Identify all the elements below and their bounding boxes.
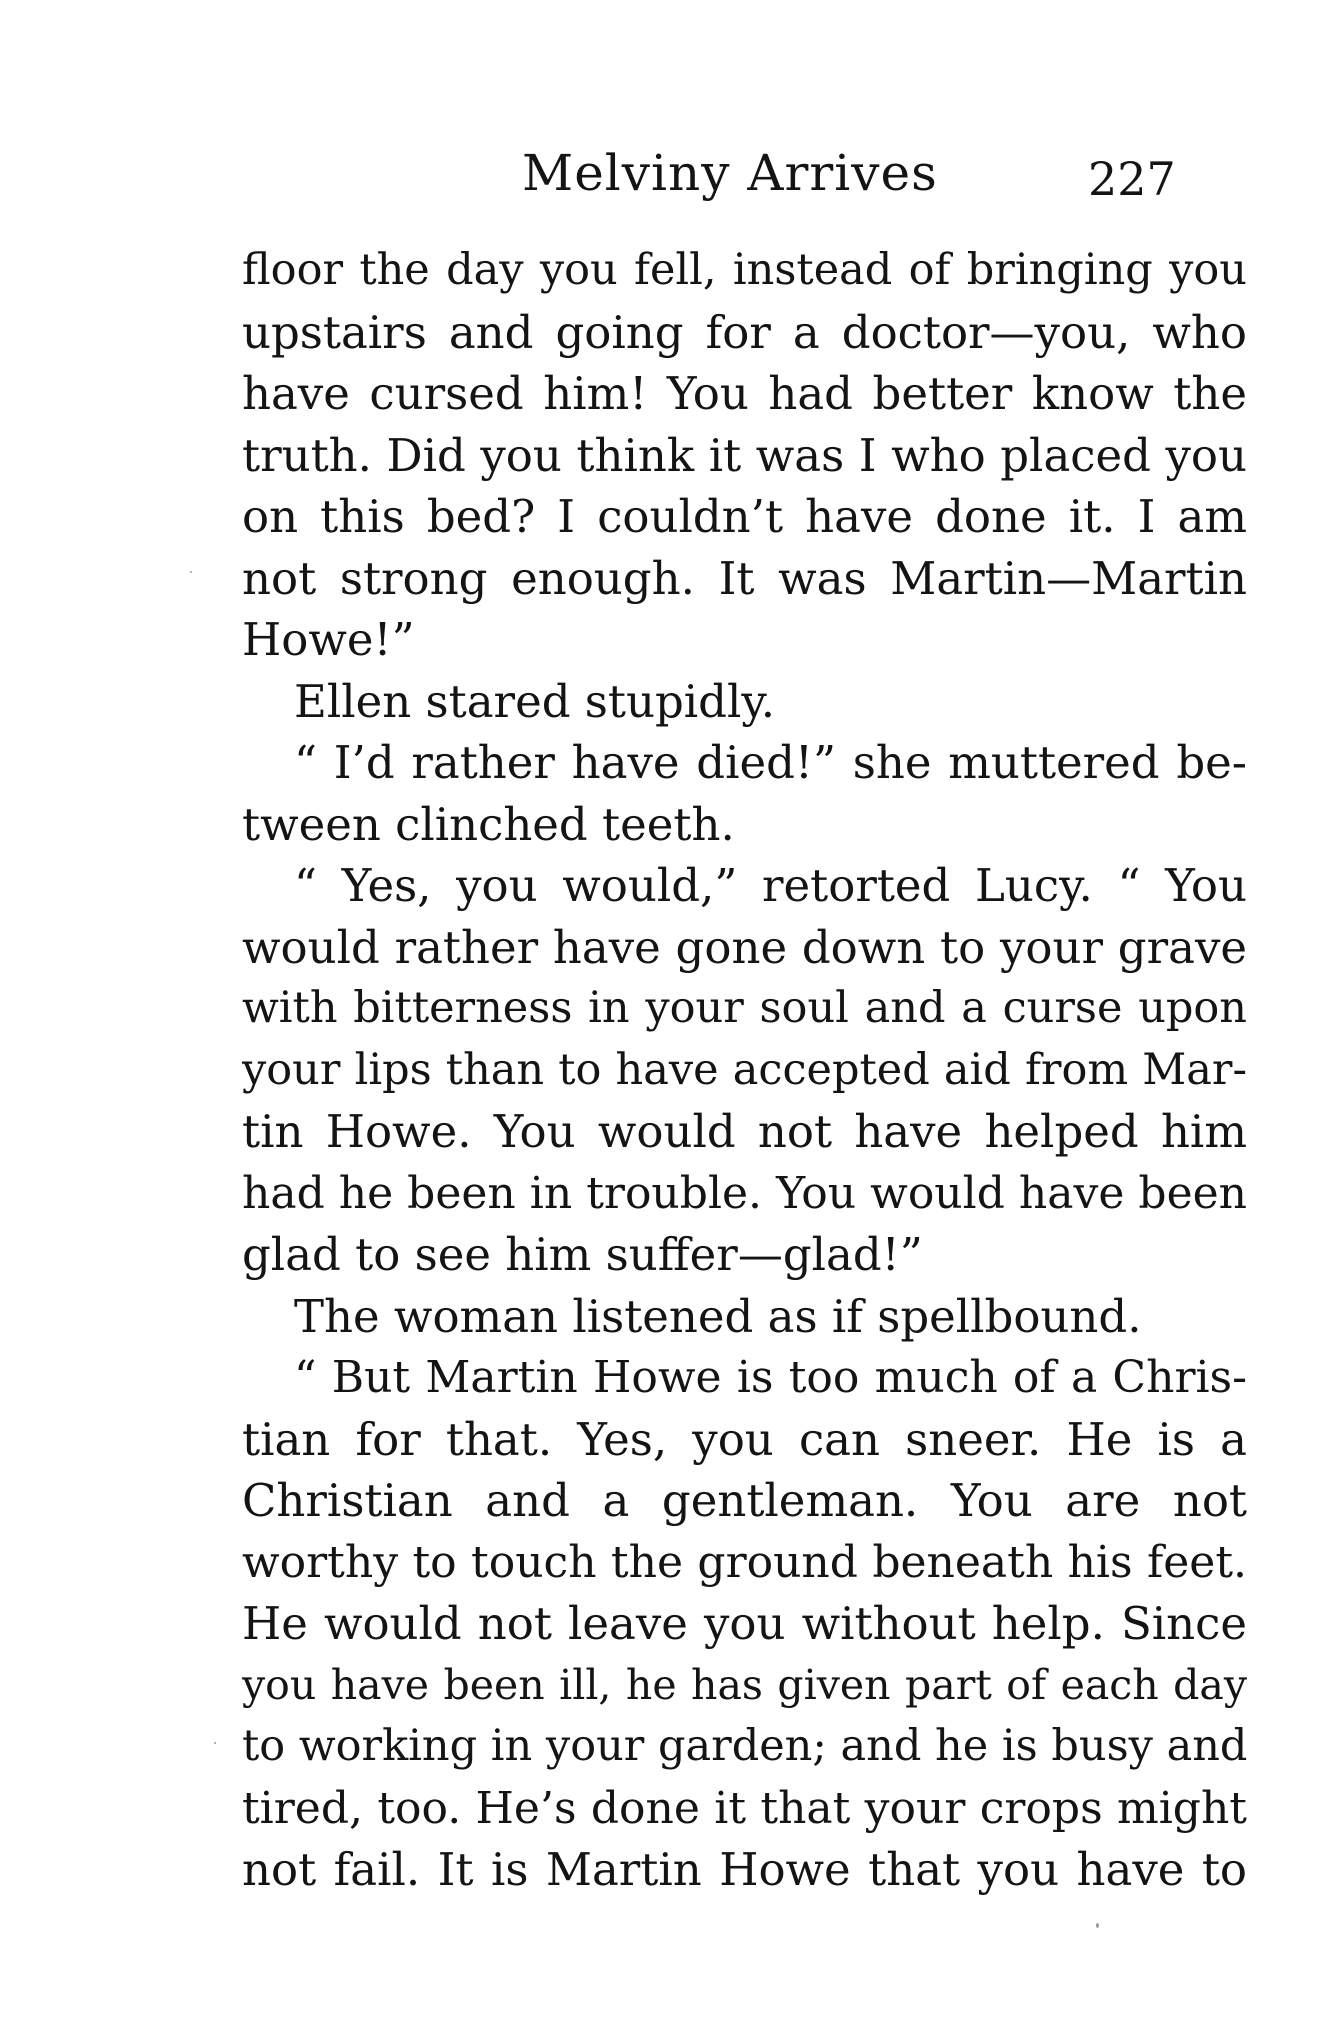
text-line: The woman listened as if spellbound. (294, 1289, 1142, 1343)
text-line: glad to see him suffer—glad!” (242, 1228, 923, 1281)
text-line: tin Howe. You would not have helped him (242, 1105, 1247, 1158)
text-line: with bitterness in your soul and a curse upon (242, 983, 1247, 1033)
text-line: He would not leave you without help. Since (242, 1597, 1247, 1650)
text-line: upstairs and going for a doctor—you, who (242, 305, 1247, 359)
text-line: have cursed him! You had better know the (242, 367, 1247, 420)
text-line: “ I’d rather have died!” she muttered be- (294, 736, 1247, 789)
text-line: your lips than to have accepted aid from Mar- (242, 1044, 1247, 1095)
body-text (242, 240, 1247, 1901)
text-line: “ Yes, you would,” retorted Lucy. “ You (294, 859, 1247, 912)
text-line: tired, too. He’s done it that your crops might (242, 1782, 1247, 1834)
text-line: Christian and a gentleman. You are not (242, 1474, 1247, 1527)
text-line: tween clinched teeth. (242, 797, 735, 851)
text-line: truth. Did you think it was I who placed you (242, 428, 1247, 482)
paper-speck (214, 1742, 216, 1744)
paper-speck (1096, 1923, 1099, 1928)
text-line: tian for that. Yes, you can sneer. He is a (242, 1412, 1247, 1466)
running-head (242, 138, 1242, 208)
text-line: floor the day you fell, instead of bringing you (242, 245, 1247, 295)
text-line: Ellen stared stupidly. (294, 674, 776, 728)
text-line: “ But Martin Howe is too much of a Chris- (294, 1352, 1247, 1403)
text-line: not strong enough. It was Martin—Martin (242, 551, 1247, 605)
text-line: Howe!” (242, 613, 415, 666)
text-line: would rather have gone down to your grave (242, 920, 1247, 974)
text-line: on this bed? I couldn’t have done it. I am (242, 490, 1247, 543)
page-number: 227 (1088, 152, 1176, 206)
chapter-title: Melviny Arrives (522, 144, 938, 202)
text-line: you have been ill, he has given part of each day (242, 1660, 1247, 1709)
text-line: to working in your garden; and he is busy and (242, 1721, 1247, 1771)
text-line: had he been in trouble. You would have been (242, 1167, 1247, 1219)
paper-speck (190, 571, 192, 573)
text-line: worthy to touch the ground beneath his feet. (242, 1536, 1247, 1588)
text-line: not fail. It is Martin Howe that you have to (242, 1843, 1247, 1896)
